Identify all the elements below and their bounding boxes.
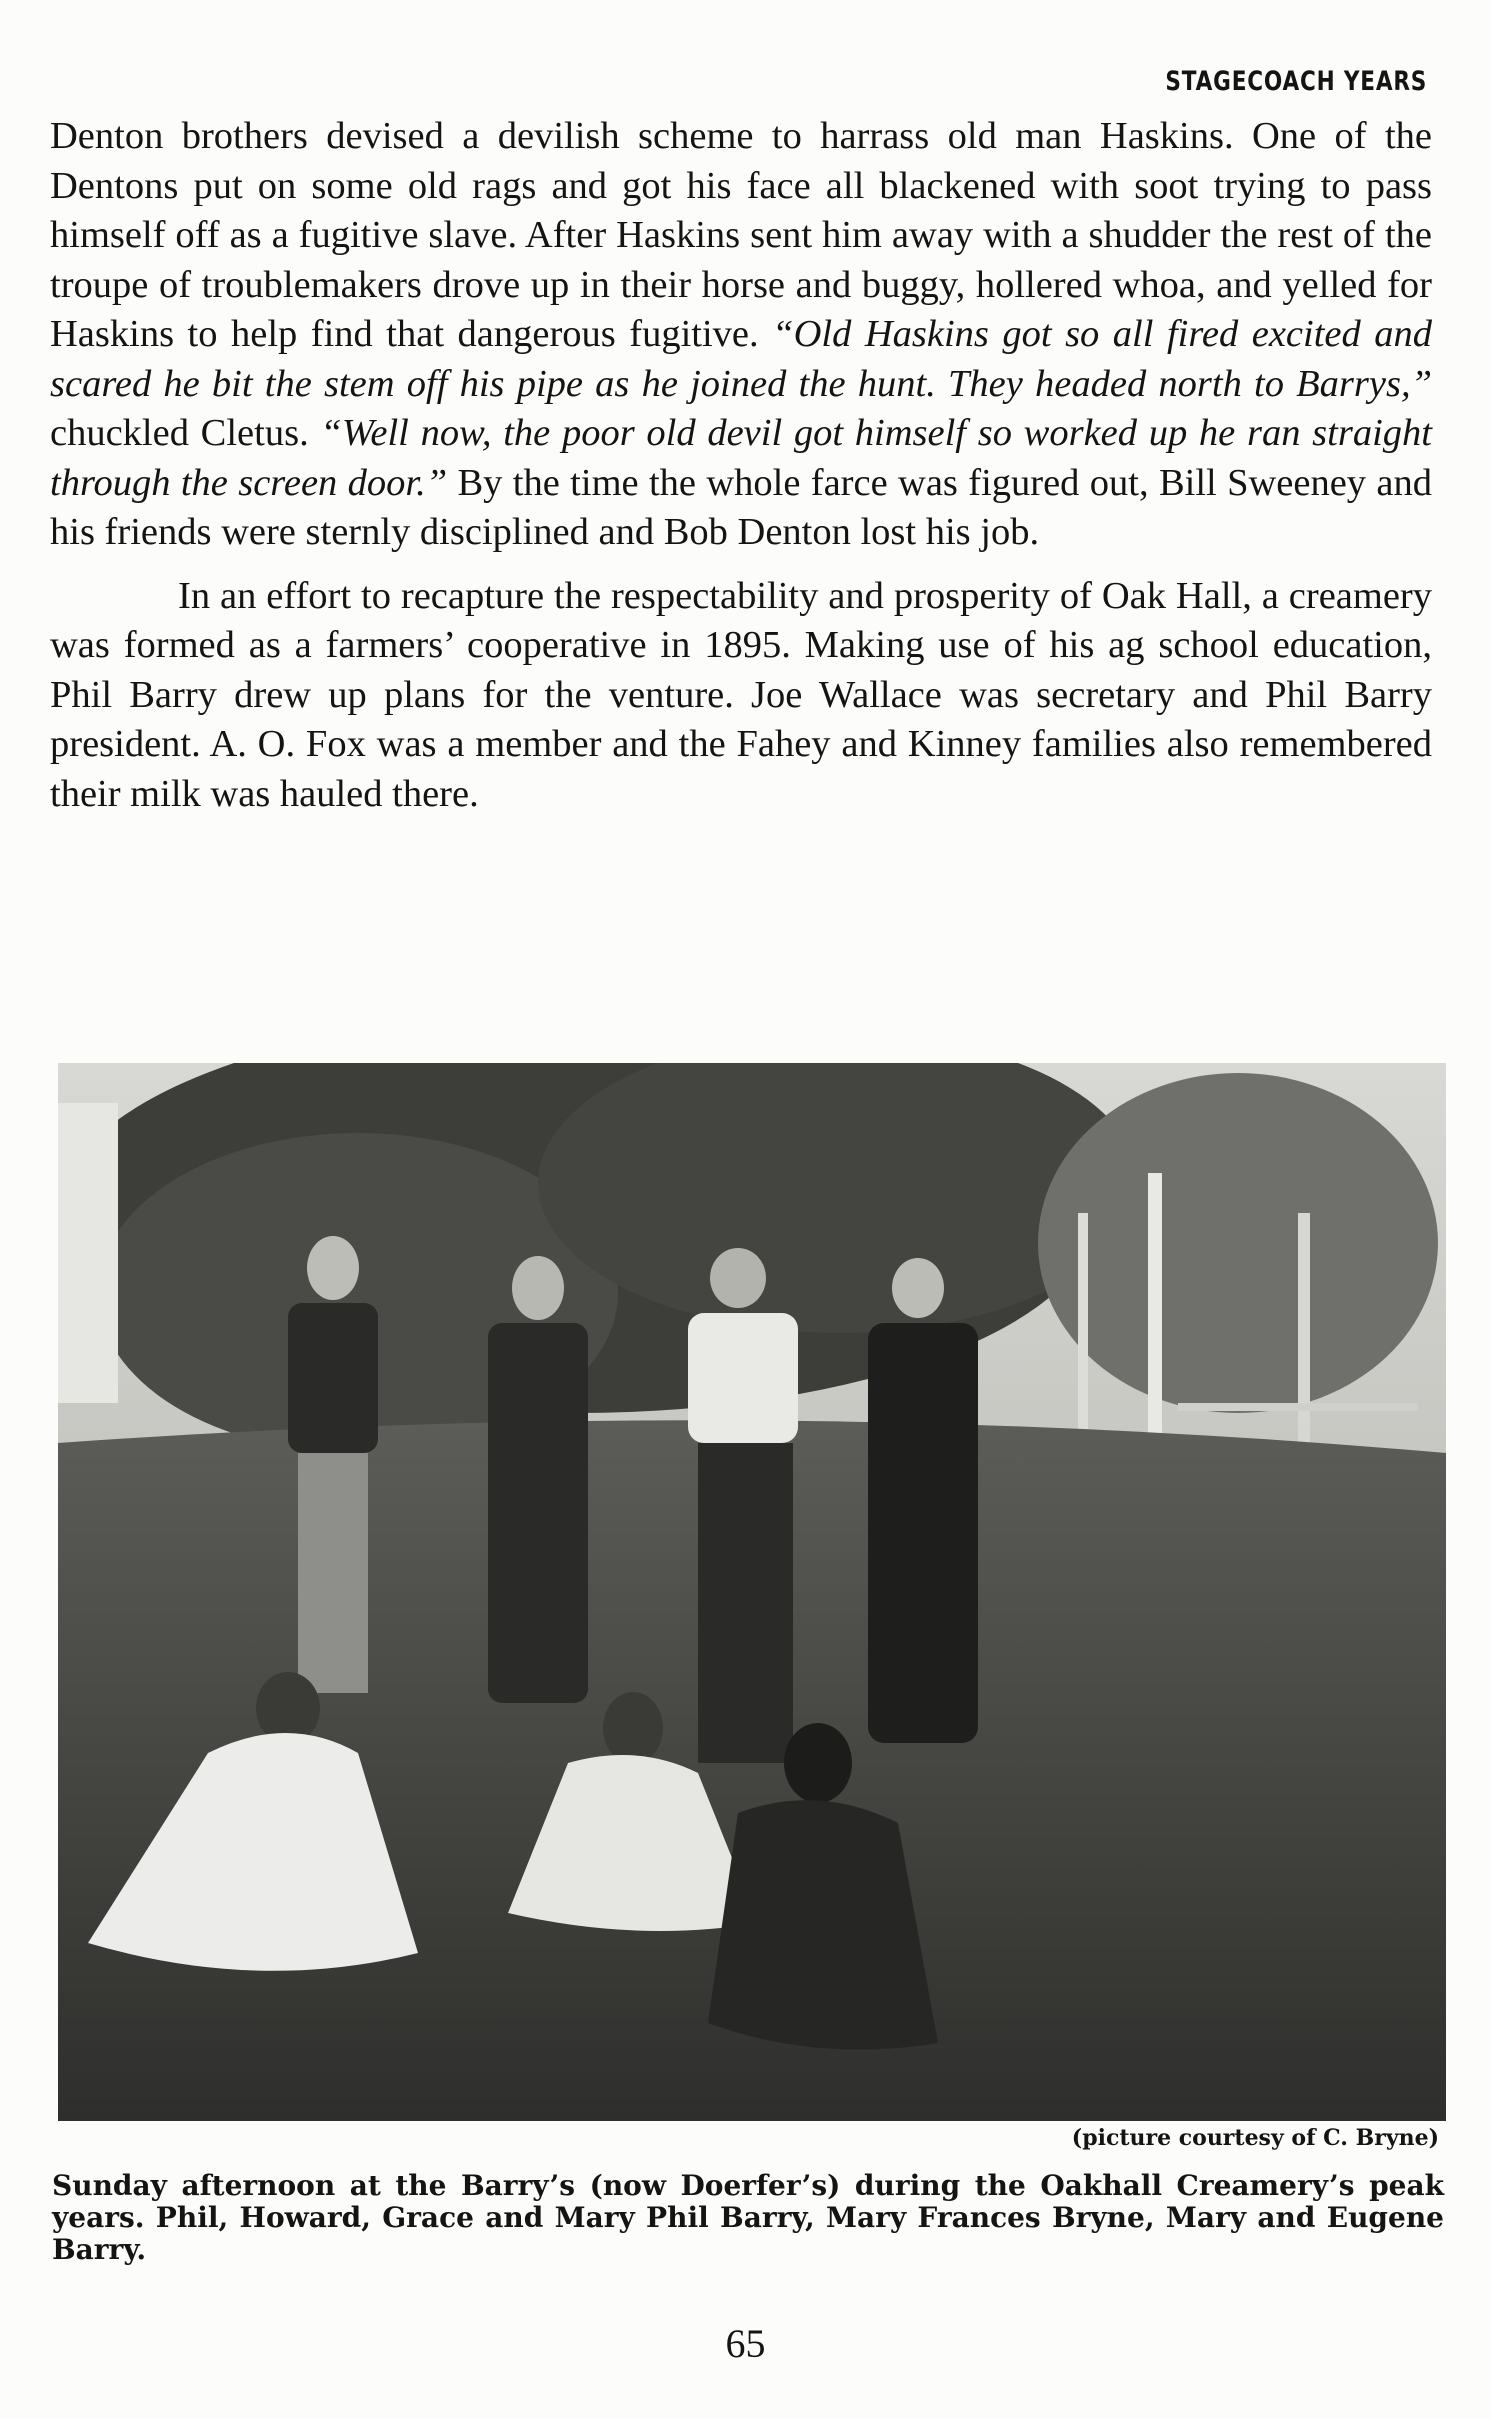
quote-1: “Old Haskins got so all fired excited and scared he bit the stem off his pipe as he joined the hunt. They headed north to Barrys,” [50,313,1432,405]
paragraph-1-part-a: Denton brothers devised a devilish scheme to harrass old man Haskins. One of the Dentons put on some old rags and got his face all blackened with soot trying to pass himself off as a fugitive slave. After Haskins sent him away with a shudder the rest of the troupe of troublemakers drove up in their horse and buggy, hollered whoa, and yelled for Haskins to help find that dangerous fugitive. [50,115,1432,355]
group-photograph [58,1063,1446,2121]
paragraph-1 [50,112,1432,558]
page-number: 65 [725,2321,766,2366]
photo-caption: Sunday afternoon at the Barry’s (now Doerfer’s) during the Oakhall Creamery’s peak years. Phil, Howard, Grace and Mary Phil Barry, Mary Frances Bryne, Mary and Eugene Barry. [52,2169,1444,2266]
photo-credit: (picture courtesy of C. Bryne) [1071,2125,1439,2151]
paragraph-2: In an effort to recapture the respectability and prosperity of Oak Hall, a creamery was formed as a farmers’ cooperative in 1895. Making use of his ag school education, Phil Barry drew up plans for the venture. Joe Wallace was secretary and Phil Barry president. A. O. Fox was a member and the Fahey and Kinney families also remembered their milk was hauled there. [50,574,1432,815]
quote-2: “Well now, the poor old devil got himself so worked up he ran straight through the screen door.” [50,412,1432,504]
paragraph-1-part-c: By the time the whole farce was figured out, Bill Sweeney and his friends were sternly disciplined and Bob Denton lost his job. [50,461,1432,553]
body-text [50,112,1432,819]
paragraph-1-part-b: chuckled Cletus. [50,412,321,454]
running-header: STAGECOACH YEARS [1165,66,1427,97]
